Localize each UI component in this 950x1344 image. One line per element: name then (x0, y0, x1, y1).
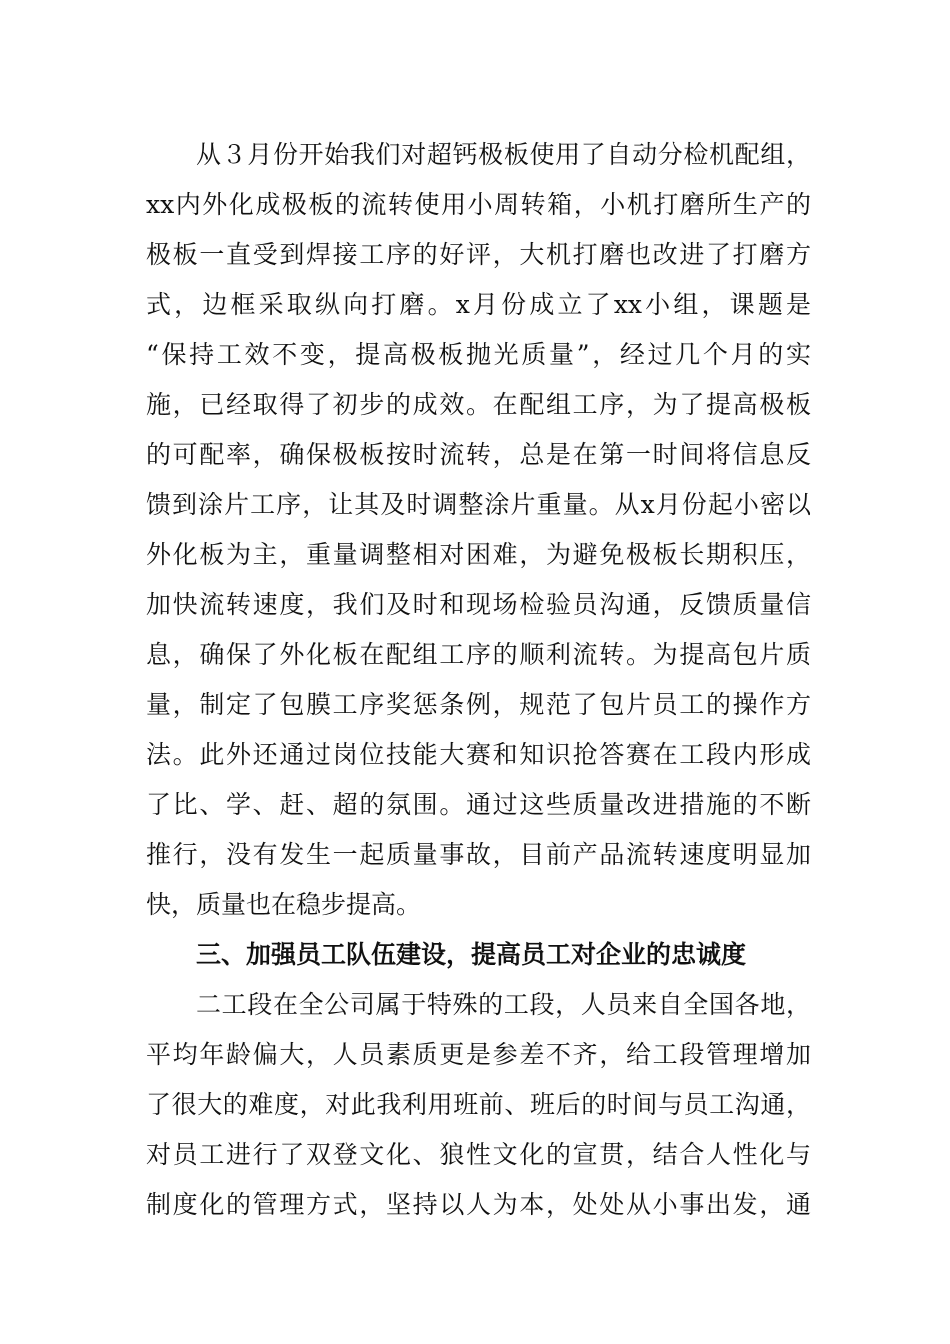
paragraph-line: 式，边框采取纵向打磨。x月份成立了xx小组，课题是 (146, 290, 811, 319)
paragraph-line: 馈到涂片工序，让其及时调整涂片重量。从x月份起小密以 (146, 490, 811, 519)
paragraph-line: 推行，没有发生一起质量事故，目前产品流转速度明显加 (146, 840, 811, 869)
paragraph-line: 平均年龄偏大，人员素质更是参差不齐，给工段管理增加 (146, 1040, 811, 1069)
paragraph-line: 对员工进行了双登文化、狼性文化的宣贯，结合人性化与 (146, 1140, 811, 1169)
paragraph-line: 息，确保了外化板在配组工序的顺利流转。为提高包片质 (146, 640, 811, 669)
paragraph-line: 极板一直受到焊接工序的好评，大机打磨也改进了打磨方 (146, 240, 811, 269)
paragraph-line: 外化板为主，重量调整相对困难，为避免极板长期积压， (146, 540, 811, 569)
paragraph-line: 量，制定了包膜工序奖惩条例，规范了包片员工的操作方 (146, 690, 811, 719)
paragraph-line: 施，已经取得了初步的成效。在配组工序，为了提高极板 (146, 390, 811, 419)
paragraph-line: 了很大的难度，对此我利用班前、班后的时间与员工沟通， (146, 1090, 811, 1119)
body-text (146, 130, 811, 1230)
paragraph-line: 法。此外还通过岗位技能大赛和知识抢答赛在工段内形成 (146, 740, 811, 769)
paragraph-line: 从３月份开始我们对超钙极板使用了自动分检机配组， (196, 140, 811, 169)
paragraph-line: 了比、学、赶、超的氛围。通过这些质量改进措施的不断 (146, 790, 811, 819)
paragraph-line: 加快流转速度，我们及时和现场检验员沟通，反馈质量信 (146, 590, 811, 619)
paragraph-line: 二工段在全公司属于特殊的工段，人员来自全国各地， (196, 990, 811, 1019)
paragraph-line: xx内外化成极板的流转使用小周转箱，小机打磨所生产的 (146, 190, 811, 219)
paragraph-line: 的可配率，确保极板按时流转，总是在第一时间将信息反 (146, 440, 811, 469)
paragraph-line: “保持工效不变，提高极板抛光质量”，经过几个月的实 (146, 340, 811, 369)
paragraph-line: 快，质量也在稳步提高。 (146, 890, 422, 919)
paragraph-line: 制度化的管理方式，坚持以人为本，处处从小事出发，通 (146, 1190, 811, 1219)
section-heading: 三、加强员工队伍建设，提高员工对企业的忠诚度 (196, 940, 747, 969)
